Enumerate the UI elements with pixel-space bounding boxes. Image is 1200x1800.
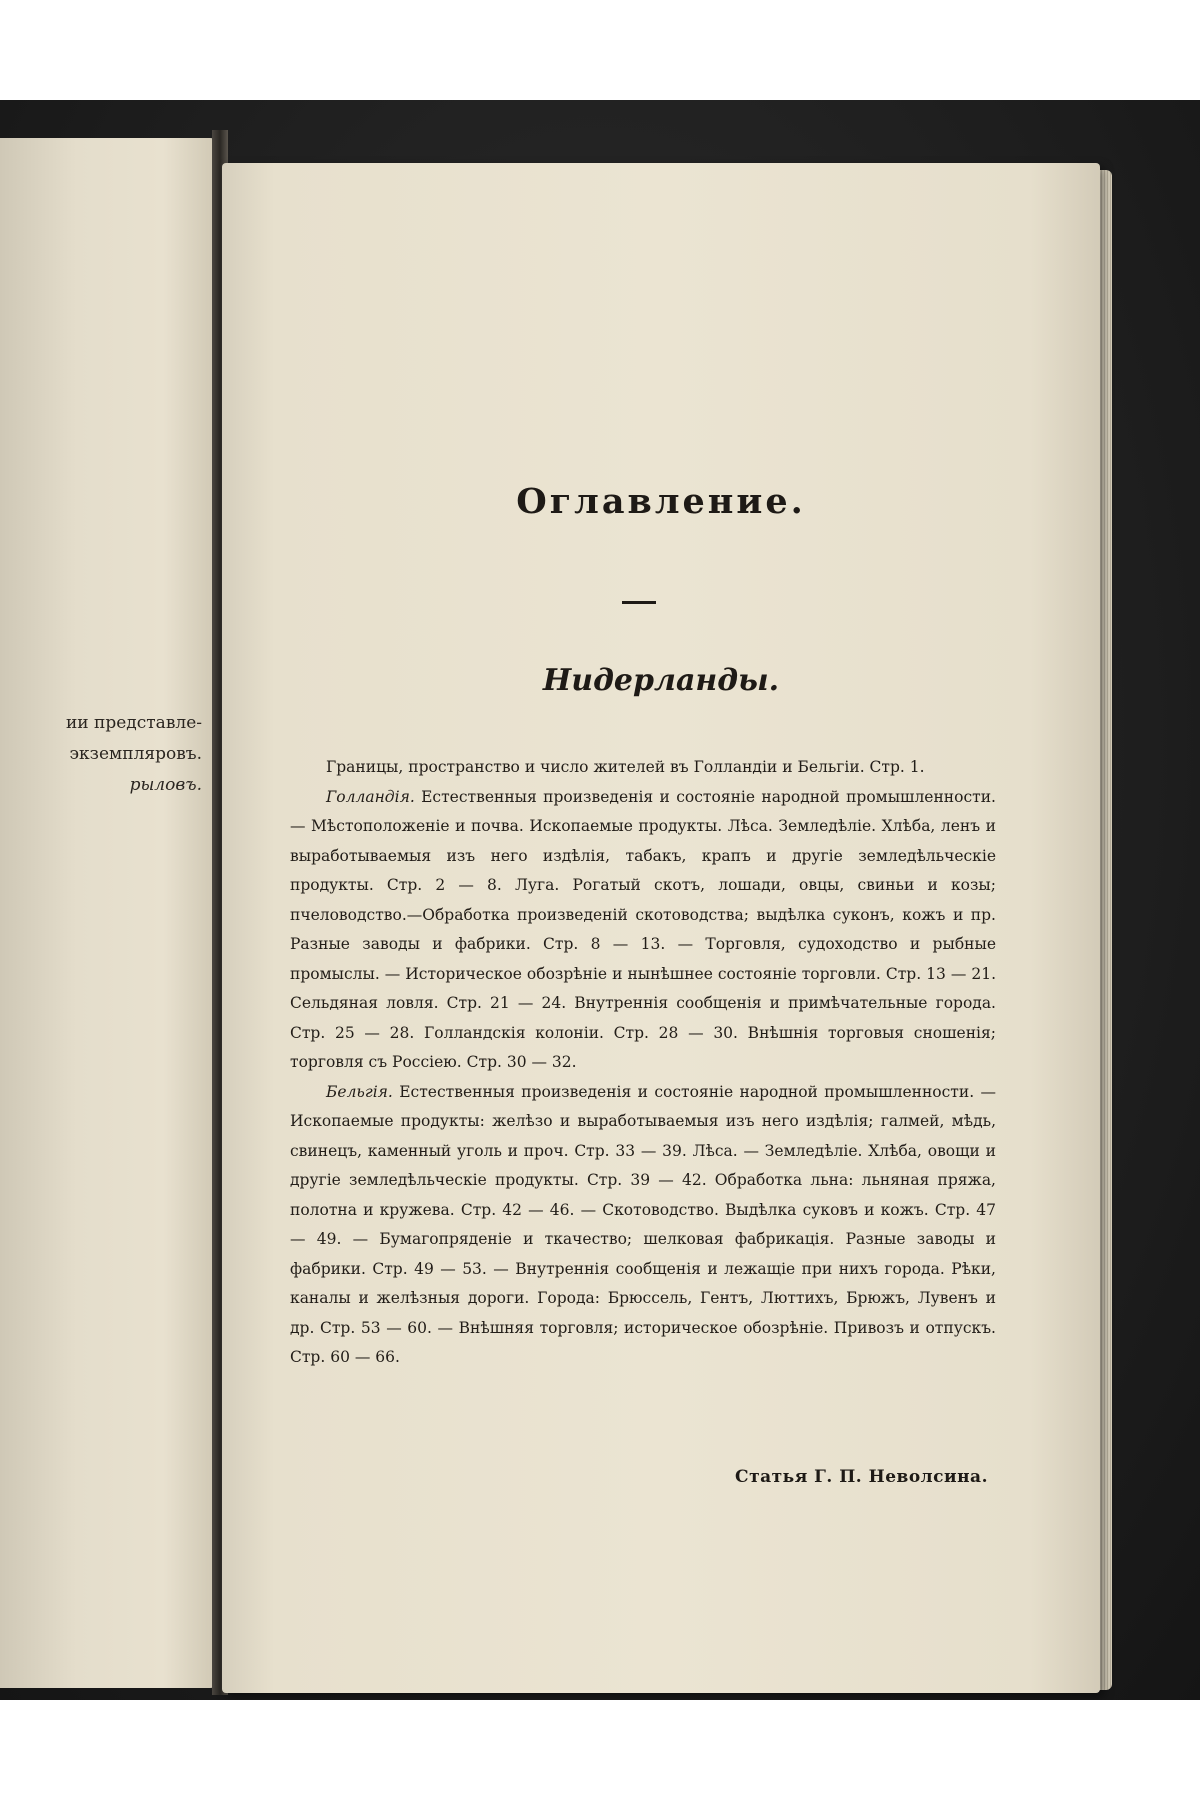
left-page-fragment: рыловъ.	[129, 775, 202, 795]
toc-holland	[290, 783, 996, 1078]
author-signature: Статья Г. П. Неволсина.	[735, 1467, 988, 1487]
toc-belgium	[290, 1078, 996, 1373]
toc-body	[290, 753, 996, 1373]
left-page	[0, 138, 218, 1688]
toc-intro: Границы, пространство и число жителей въ Голландіи и Бельгіи. Стр. 1.	[326, 758, 925, 776]
section-title: Нидерланды.	[542, 663, 780, 698]
book-photo	[0, 100, 1200, 1700]
left-page-fragment: ии представле-	[65, 713, 202, 733]
title-rule	[622, 601, 656, 604]
holland-lead: Голландія.	[326, 787, 415, 806]
belgium-text: Естественныя произведенія и состояніе народной промышленности. — Ископаемые продукты: желѣзо и выработываемыя изъ него издѣлія; галмей, мѣдь, свинецъ, каменный уголь и проч. Стр. 33 — 39. Лѣса. — Земледѣліе. Хлѣба, овощи и другіе земледѣльческіе продукты. Стр. 39 — 42. Обработка льна: льняная пряжа, полотна и кружева. Стр. 42 — 46. — Скотоводство. Выдѣлка суковъ и кожъ. Стр. 47 — 49. — Бумагопряденіе и ткачество; шелковая фабрикація. Разные заводы и фабрики. Стр. 49 — 53. — Внутреннія сообщенія и лежащіе при нихъ города. Рѣки, каналы и желѣзныя дороги. Города: Брюссель, Гентъ, Люттихъ, Брюжъ, Лувенъ и др. Стр. 53 — 60. — Внѣшняя торговля; историческое обозрѣніе. Привозъ и отпускъ. Стр. 60 — 66.	[290, 1082, 996, 1366]
holland-text: Естественныя произведенія и состояніе народной промышленности.— Мѣстоположеніе и почва. Ископаемые продукты. Лѣса. Земледѣліе. Хлѣба, ленъ и выработываемыя изъ него издѣлія, табакъ, крапъ и другіе земледѣльческіе продукты. Стр. 2 — 8. Луга. Рогатый скотъ, лошади, овцы, свиньи и козы; пчеловодство.—Обработка произведеній скотоводства; выдѣлка суконъ, кожъ и пр. Разные заводы и фабрики. Стр. 8 — 13. — Торговля, судоходство и рыбные промыслы. — Историческое обозрѣніе и нынѣшнее состояніе торговли. Стр. 13 — 21. Сельдяная ловля. Стр. 21 — 24. Внутреннія сообщенія и примѣчательные города. Стр. 25 — 28. Голландскія колоніи. Стр. 28 — 30. Внѣшнія торговыя сношенія; торговля съ Россіею. Стр. 30 — 32.	[290, 787, 996, 1071]
left-page-fragment: экземпляровъ.	[69, 744, 202, 764]
belgium-lead: Бельгія.	[326, 1082, 393, 1101]
page-title: Оглавление.	[516, 481, 806, 522]
right-page	[222, 163, 1100, 1693]
